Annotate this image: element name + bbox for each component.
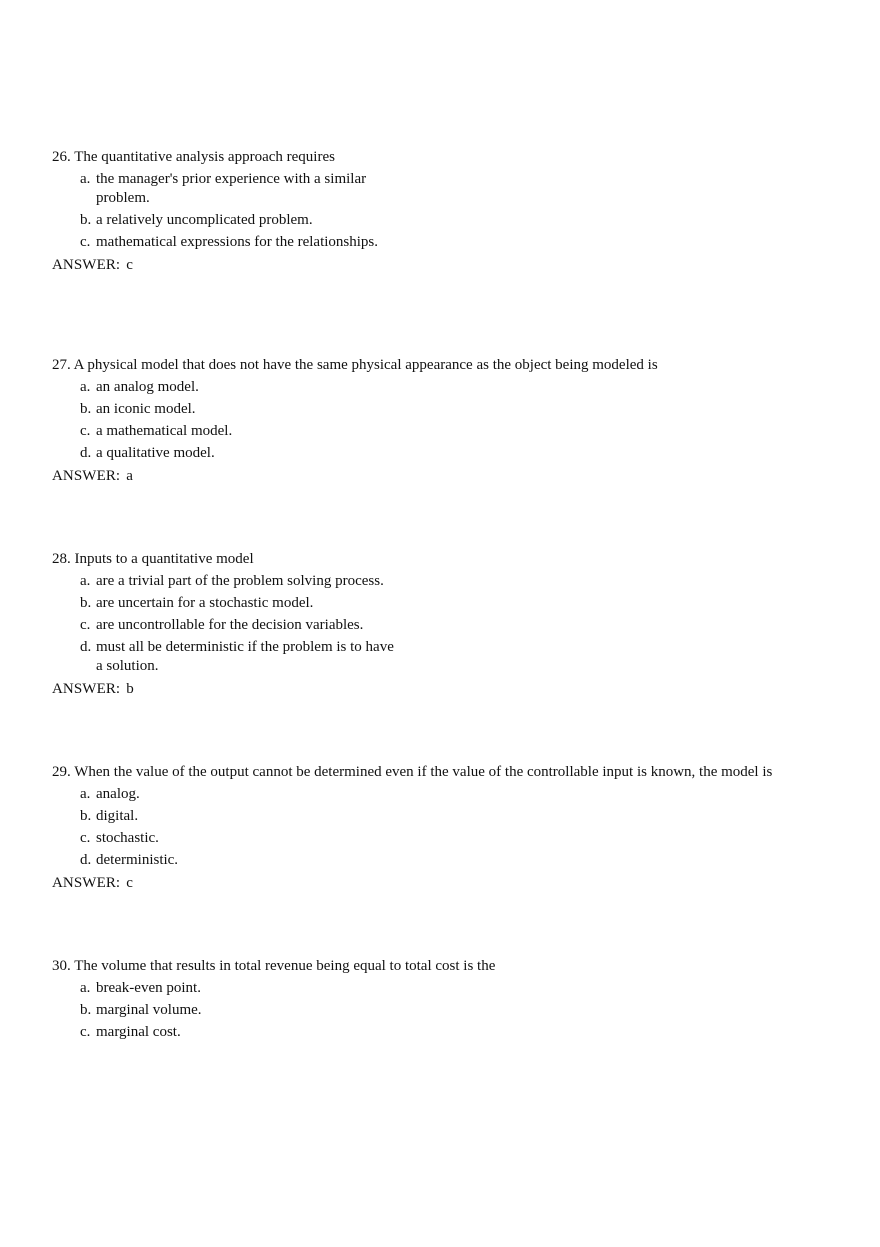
answer-value: a — [126, 468, 133, 484]
option-a — [80, 785, 852, 804]
option-letter: a. — [80, 171, 91, 187]
option-a — [80, 572, 852, 591]
option-c — [80, 422, 852, 441]
option-list — [52, 378, 852, 463]
answer-label: ANSWER: — [52, 875, 121, 891]
option-text: a mathematical model. — [96, 423, 233, 439]
question-28 — [52, 549, 852, 699]
option-letter: c. — [80, 830, 91, 846]
option-text: mathematical expressions for the relationships. — [96, 234, 379, 250]
option-text: are uncontrollable for the decision variables. — [96, 617, 364, 633]
option-letter: a. — [80, 379, 91, 395]
option-letter: c. — [80, 1024, 91, 1040]
option-text: deterministic. — [96, 852, 179, 868]
answer-label: ANSWER: — [52, 468, 121, 484]
option-text: are a trivial part of the problem solving process. — [96, 573, 384, 589]
option-text: a qualitative model. — [96, 445, 215, 461]
option-d — [80, 851, 852, 870]
option-a — [80, 378, 852, 397]
question-stem: 27. A physical model that does not have the same physical appearance as the object being modeled is — [52, 357, 658, 373]
option-list — [52, 572, 852, 676]
question-26 — [52, 147, 852, 275]
option-c — [80, 233, 852, 252]
option-list — [52, 979, 852, 1042]
option-b — [80, 807, 852, 826]
option-a — [80, 170, 852, 208]
question-27 — [52, 355, 852, 486]
option-c — [80, 829, 852, 848]
option-list — [52, 170, 852, 252]
answer-label: ANSWER: — [52, 257, 121, 273]
answer-value: b — [126, 681, 134, 697]
option-text: must all be deterministic if the problem is to have a solution. — [96, 639, 394, 674]
option-letter: d. — [80, 639, 92, 655]
option-b — [80, 594, 852, 613]
option-text: stochastic. — [96, 830, 159, 846]
option-text: marginal volume. — [96, 1002, 202, 1018]
option-letter: b. — [80, 595, 92, 611]
option-letter: a. — [80, 573, 91, 589]
answer-label: ANSWER: — [52, 681, 121, 697]
question-30 — [52, 956, 852, 1042]
option-letter: b. — [80, 401, 92, 417]
option-text: marginal cost. — [96, 1024, 181, 1040]
option-letter: a. — [80, 786, 91, 802]
option-text: a relatively uncomplicated problem. — [96, 212, 313, 228]
option-letter: d. — [80, 445, 92, 461]
option-b — [80, 1001, 852, 1020]
option-letter: c. — [80, 234, 91, 250]
option-c — [80, 616, 852, 635]
answer-value: c — [126, 257, 133, 273]
option-d — [80, 638, 852, 676]
option-letter: b. — [80, 808, 92, 824]
question-29 — [52, 762, 852, 893]
answer-line — [52, 679, 852, 699]
option-letter: b. — [80, 1002, 92, 1018]
answer-line — [52, 255, 852, 275]
option-a — [80, 979, 852, 998]
question-stem: 30. The volume that results in total revenue being equal to total cost is the — [52, 958, 496, 974]
option-b — [80, 211, 852, 230]
question-stem: 26. The quantitative analysis approach requires — [52, 149, 335, 165]
answer-line — [52, 466, 852, 486]
option-text: the manager's prior experience with a similar problem. — [96, 171, 367, 206]
answer-line — [52, 873, 852, 893]
option-text: analog. — [96, 786, 140, 802]
option-text: break-even point. — [96, 980, 201, 996]
option-b — [80, 400, 852, 419]
question-stem: 28. Inputs to a quantitative model — [52, 551, 254, 567]
option-text: are uncertain for a stochastic model. — [96, 595, 314, 611]
option-letter: c. — [80, 617, 91, 633]
option-text: an analog model. — [96, 379, 199, 395]
option-text: an iconic model. — [96, 401, 196, 417]
option-c — [80, 1023, 852, 1042]
option-letter: b. — [80, 212, 92, 228]
option-list — [52, 785, 852, 870]
option-letter: d. — [80, 852, 92, 868]
option-letter: a. — [80, 980, 91, 996]
option-d — [80, 444, 852, 463]
answer-value: c — [126, 875, 133, 891]
option-letter: c. — [80, 423, 91, 439]
question-stem: 29. When the value of the output cannot be determined even if the value of the controllable input is known, the model is — [52, 764, 773, 780]
option-text: digital. — [96, 808, 139, 824]
